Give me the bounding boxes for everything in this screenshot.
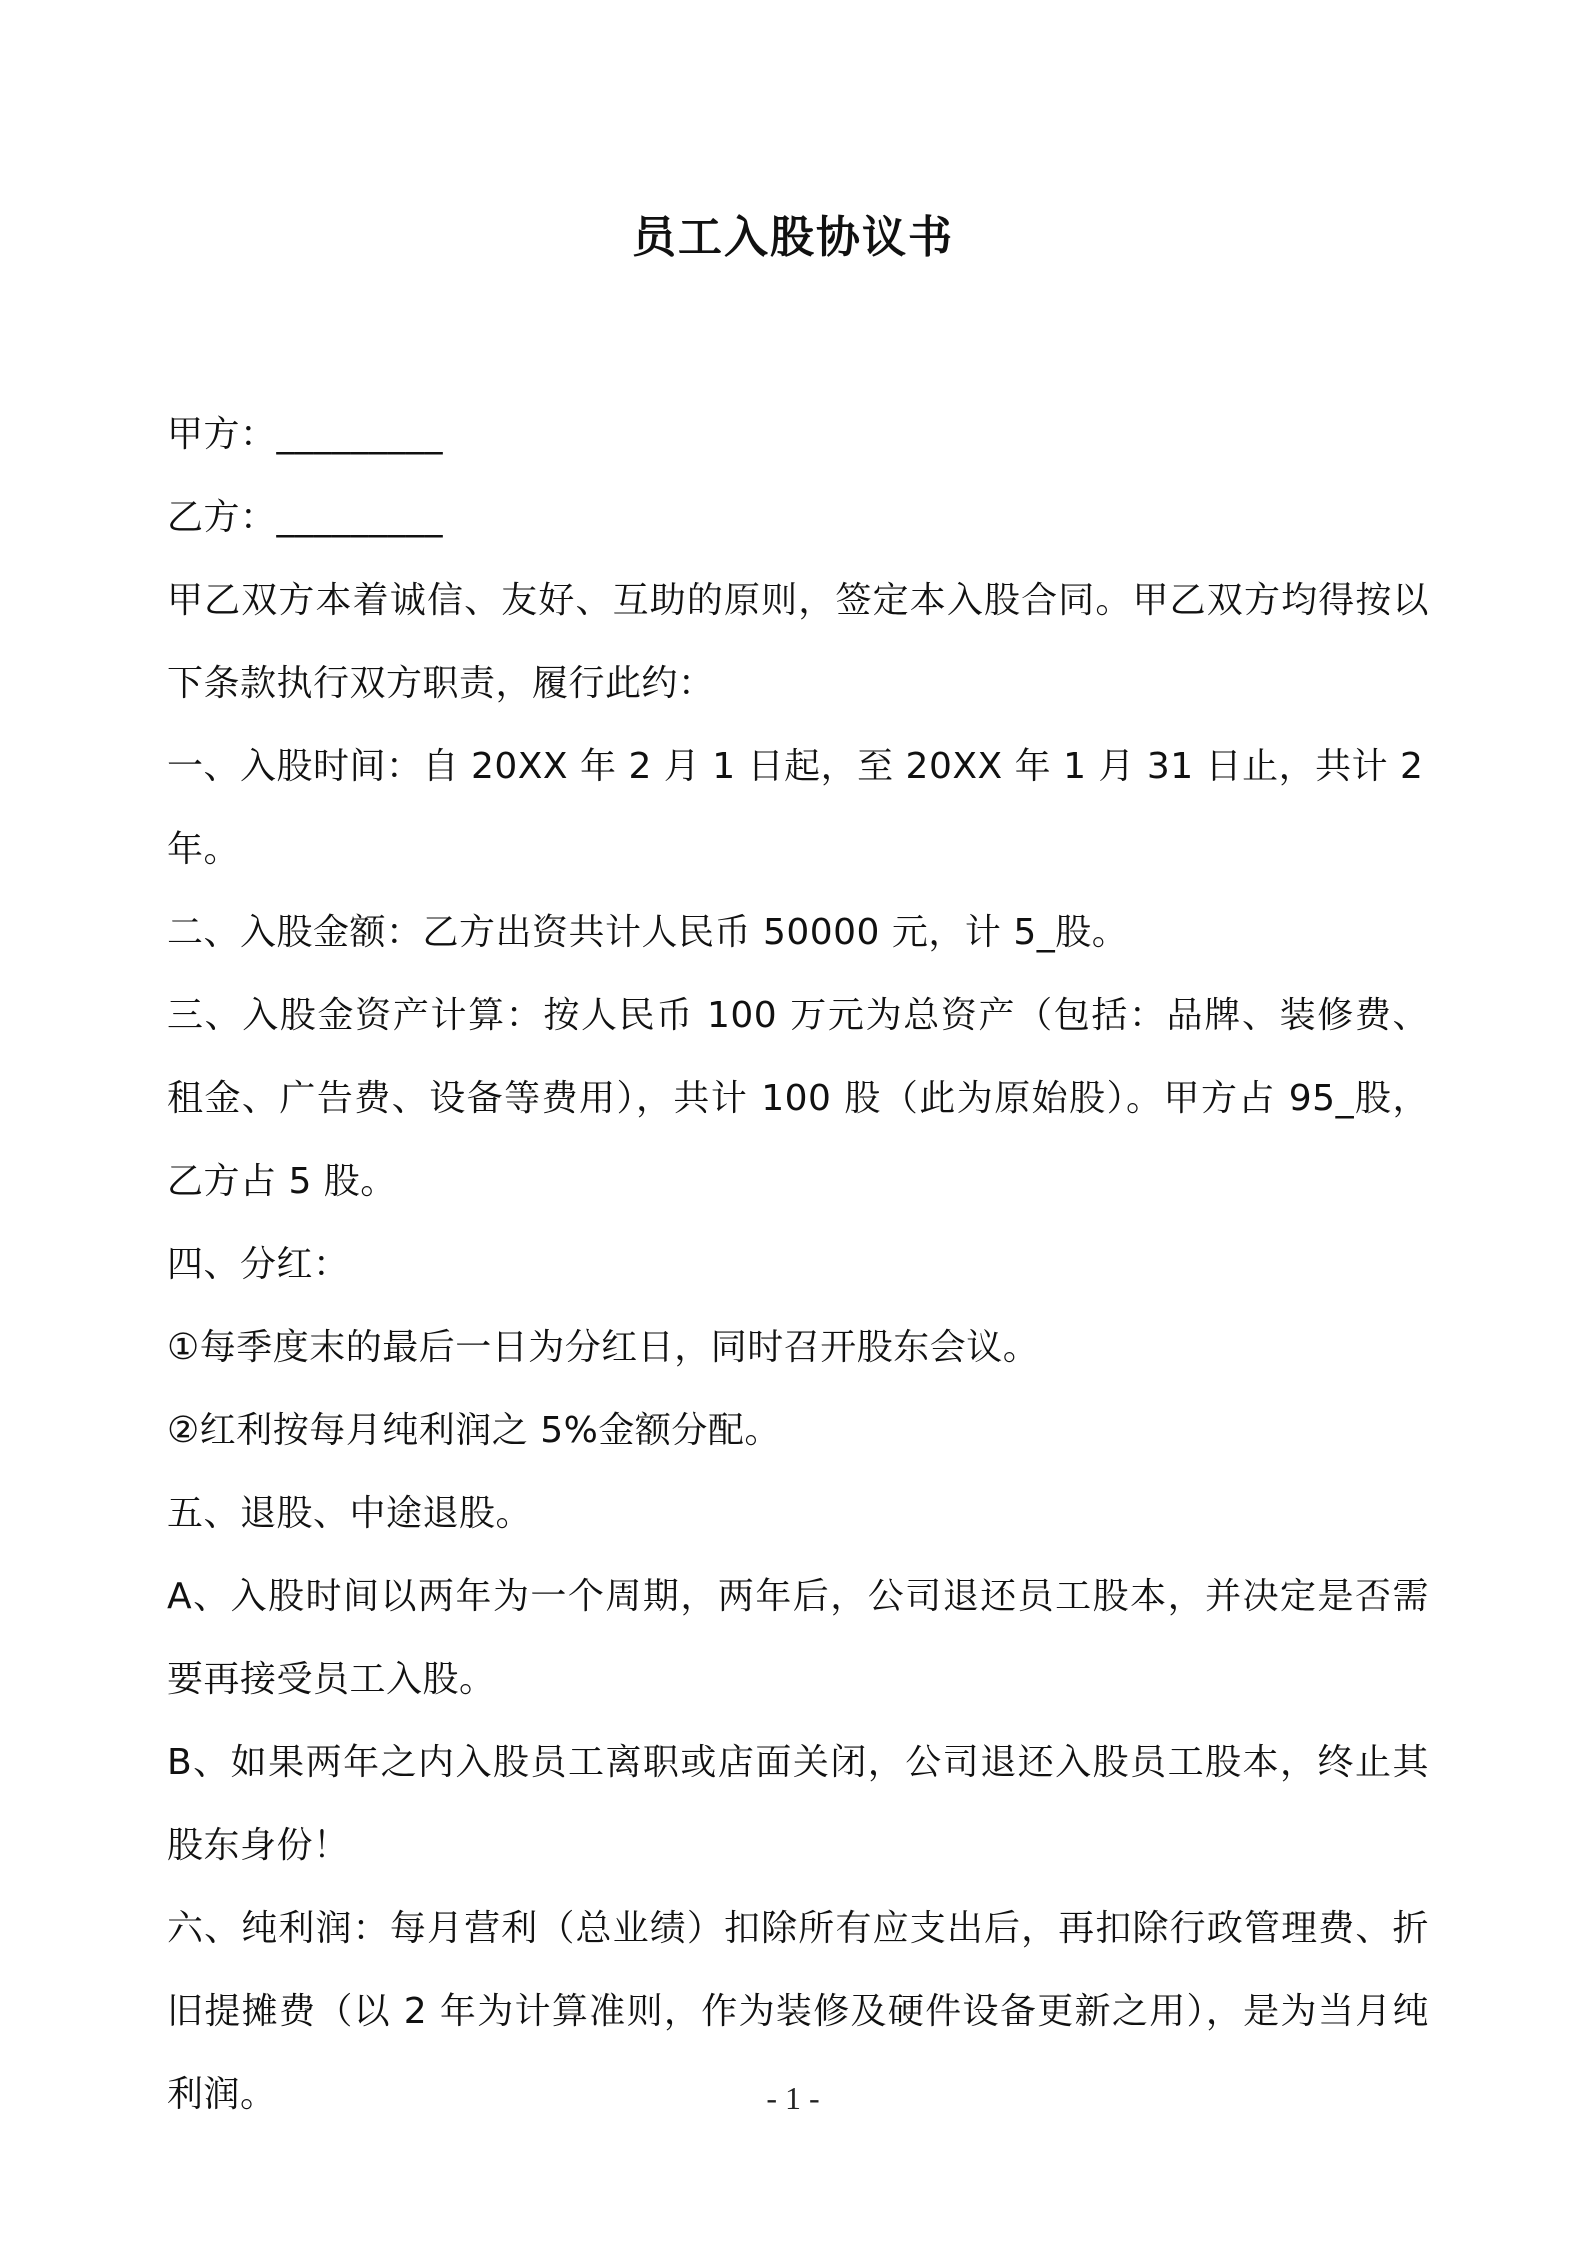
intro-paragraph: 甲乙双方本着诚信、友好、互助的原则，签定本入股合同。甲乙双方均得按以下条款执行双方职责，履行此约： [167,580,1429,704]
document-title: 员工入股协议书 [632,212,954,263]
clause-5-item-a: A、入股时间以两年为一个周期，两年后，公司退还员工股本，并决定是否需要再接受员工入股。 [167,1576,1429,1700]
clause-4-dividends-heading: 四、分红： [167,1244,350,1285]
clause-5-withdrawal-heading: 五、退股、中途退股。 [167,1493,533,1534]
document-body [167,393,1429,2136]
clause-4-item-2: ②红利按每月纯利润之 5%金额分配。 [167,1410,781,1451]
party-b-line: 乙方：_________ [167,497,444,538]
clause-2-investment-amount: 二、入股金额：乙方出资共计人民币 50000 元，计 5_股。 [167,912,1129,953]
page-number: - 1 - [766,2080,820,2116]
party-a-line: 甲方：_________ [167,414,444,455]
clause-5-item-b: B、如果两年之内入股员工离职或店面关闭，公司退还入股员工股本，终止其股东身份！ [167,1742,1429,1866]
clause-3-asset-calculation: 三、入股金资产计算：按人民币 100 万元为总资产（包括：品牌、装修费、租金、广告费、设备等费用），共计 100 股（此为原始股）。甲方占 95_股，乙方占 5 股。 [167,995,1429,1202]
clause-4-item-1: ①每季度末的最后一日为分红日，同时召开股东会议。 [167,1327,1040,1368]
clause-6-net-profit: 六、纯利润：每月营利（总业绩）扣除所有应支出后，再扣除行政管理费、折旧提摊费（以 2 年为计算准则，作为装修及硬件设备更新之用），是为当月纯利润。 [167,1908,1429,2115]
clause-1-investment-period: 一、入股时间：自 20XX 年 2 月 1 日起，至 20XX 年 1 月 31 日止，共计 2 年。 [167,746,1424,870]
